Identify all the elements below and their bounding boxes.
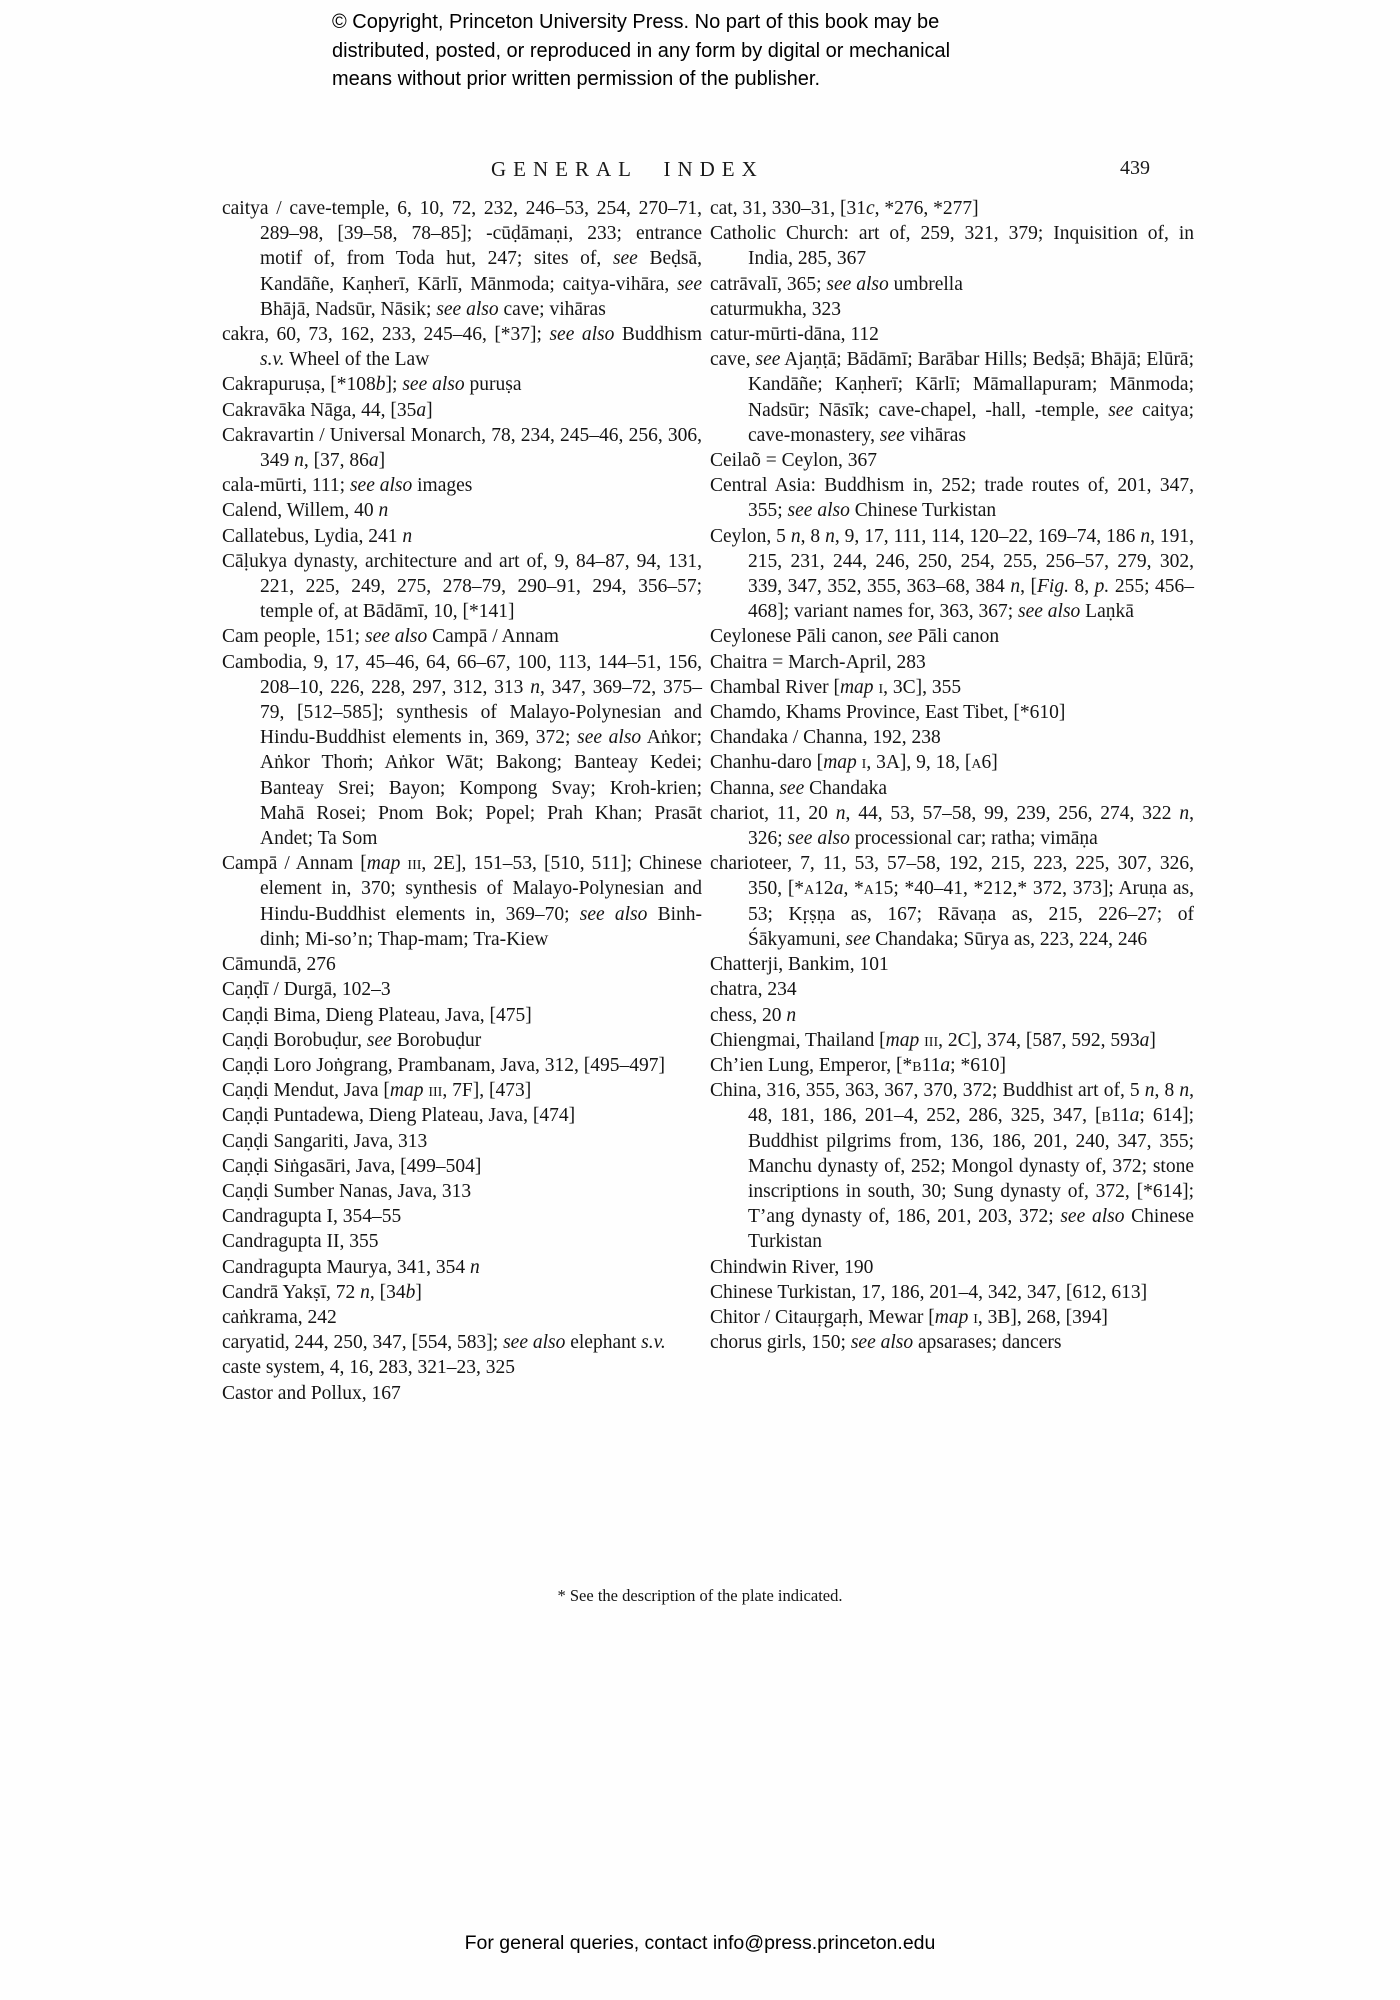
index-entry: Caṇḍi Sangariti, Java, 313 <box>222 1130 428 1152</box>
index-entry: chorus girls, 150; see also apsarases; dancers <box>710 1332 1062 1354</box>
index-entry: chatra, 234 <box>710 979 797 1001</box>
index-entry: Channa, see Chandaka <box>710 777 888 799</box>
index-entry: Caṇḍi Siṅgasāri, Java, [499–504] <box>222 1155 482 1177</box>
index-entry: Caṇḍi Sumber Nanas, Java, 313 <box>222 1180 472 1202</box>
index-entry: Ch’ien Lung, Emperor, [*b11a; *610] <box>710 1054 1006 1076</box>
index-entry: Chamdo, Khams Province, East Tibet, [*610] <box>710 702 1066 724</box>
index-entry: Ceylon, 5 n, 8 n, 9, 17, 111, 114, 120–22, 169–74, 186 n, 191, 215, 231, 244, 246, 250, 254, 255, 256–57, 279, 302, 339, 347, 352, 355, 363–68, 384 n, [Fig. 8, p. 255; 456–468]; variant names for, 363, 367; see also Laṇkā <box>710 525 1195 623</box>
page-number: 439 <box>1120 157 1150 179</box>
index-entry: Chinese Turkistan, 17, 186, 201–4, 342, 347, [612, 613] <box>710 1281 1148 1303</box>
index-entry: cave, see Ajaṇṭā; Bādāmī; Barābar Hills; Bedṣā; Bhājā; Elūrā; Kandāñe; Kaṇherī; Kārlī; Māmallapuram; Mānmoda; Nadsūr; Nāsīk; cave-chapel, -hall, -temple, see caitya; cave-monastery, see vihāras <box>710 349 1195 446</box>
index-entry: Chambal River [map i, 3C], 355 <box>710 676 962 698</box>
index-entry: cat, 31, 330–31, [31c, *276, *277] <box>710 198 979 219</box>
index-entry: Caṇḍi Loro Joṅgrang, Prambanam, Java, 312, [495–497] <box>222 1054 665 1076</box>
index-entry: Cakravāka Nāga, 44, [35a] <box>222 399 433 421</box>
index-entry: caitya / cave-temple, 6, 10, 72, 232, 246–53, 254, 270–71, 289–98, [39–58, 78–85]; -cūḍāmaṇi, 233; entrance motif of, from Toda hut, 247; sites of, see Beḍsā, Kandāñe, Kaṇherī, Kārlī, Mānmoda; caitya-vihāra, see Bhājā, Nadsūr, Nāsik; see also cave; vihāras <box>222 198 703 320</box>
index-entry: Catholic Church: art of, 259, 321, 379; Inquisition of, in India, 285, 367 <box>710 223 1194 270</box>
index-entry: Candragupta I, 354–55 <box>222 1206 402 1228</box>
index-entry: Cakrapuruṣa, [*108b]; see also puruṣa <box>222 374 522 396</box>
index-entry: Caṇḍī / Durgā, 102–3 <box>222 979 391 1001</box>
index-entry: Ceylonese Pāli canon, see Pāli canon <box>710 626 1000 648</box>
index-entry: cakra, 60, 73, 162, 233, 245–46, [*37]; see also Buddhism s.v. Wheel of the Law <box>222 324 702 371</box>
index-entry: Chandaka / Channa, 192, 238 <box>710 727 941 749</box>
index-entry: caturmukha, 323 <box>710 298 842 320</box>
copyright-line: © Copyright, Princeton University Press. No part of this book may be <box>332 11 940 33</box>
index-entry: caryatid, 244, 250, 347, [554, 583]; see also elephant s.v. <box>222 1332 666 1354</box>
index-entry: caste system, 4, 16, 283, 321–23, 325 <box>222 1357 516 1379</box>
index-column-left <box>222 196 702 1406</box>
footer-contact: For general queries, contact info@press.princeton.edu <box>464 1932 936 1954</box>
index-entry: Caṇḍi Borobuḍur, see Borobuḍur <box>222 1029 482 1051</box>
index-entry: Chindwin River, 190 <box>710 1256 874 1278</box>
index-entry: Caṇḍi Puntadewa, Dieng Plateau, Java, [474] <box>222 1105 576 1127</box>
index-entry: Calend, Willem, 40 n <box>222 500 389 522</box>
index-entry: catur-mūrti-dāna, 112 <box>710 324 879 346</box>
index-entry: Chanhu-daro [map i, 3A], 9, 18, [a6] <box>710 752 998 774</box>
index-entry: charioteer, 7, 11, 53, 57–58, 192, 215, 223, 225, 307, 326, 350, [*a12a, *a15; *40–41, *212,* 372, 373]; Aruṇa as, 53; Kṛṣṇa as, 167; Rāvaṇa as, 215, 226–27; of Śākyamuni, see Chandaka; Sūrya as, 223, 224, 246 <box>710 853 1195 950</box>
index-entry: chariot, 11, 20 n, 44, 53, 57–58, 99, 239, 256, 274, 322 n, 326; see also processional car; ratha; vimāṇa <box>710 802 1194 850</box>
index-entry: Central Asia: Buddhism in, 252; trade routes of, 201, 347, 355; see also Chinese Turkistan <box>710 475 1194 522</box>
index-entry: Candragupta Maurya, 341, 354 n <box>222 1256 480 1278</box>
index-entry: Chatterji, Bankim, 101 <box>710 954 889 976</box>
index-entry: Chaitra = March-April, 283 <box>710 651 926 673</box>
index-entry: Campā / Annam [map iii, 2E], 151–53, [510, 511]; Chinese element in, 370; synthesis of Malayo-Polynesian and Hindu-Buddhist elements in, 369–70; see also Binh-dinh; Mi-so’n; Thap-mam; Tra-Kiew <box>222 853 702 950</box>
index-entry: Caṇḍi Mendut, Java [map iii, 7F], [473] <box>222 1080 532 1102</box>
index-entry: Chitor / Citauṛgaṛh, Mewar [map i, 3B], 268, [394] <box>710 1306 1108 1328</box>
index-entry: Castor and Pollux, 167 <box>222 1382 401 1404</box>
index-entry: Cambodia, 9, 17, 45–46, 64, 66–67, 100, 113, 144–51, 156, 208–10, 226, 228, 297, 312, 313 n, 347, 369–72, 375–79, [512–585]; synthesis of Malayo-Polynesian and Hindu-Buddhist elements in, 369, 372; see also Aṅkor; Aṅkor Thoṁ; Aṅkor Wāt; Bakong; Banteay Kedei; Banteay Srei; Bayon; Kompong Svay; Kroh-krien; Mahā Rosei; Pnom Bok; Popel; Prah Khan; Prasāt Andet; Ta Som <box>222 651 703 850</box>
index-entry: catrāvalī, 365; see also umbrella <box>710 273 963 295</box>
plate-footnote: * See the description of the plate indicated. <box>557 1586 843 1605</box>
index-entry: Cāmundā, 276 <box>222 954 336 976</box>
copyright-line: distributed, posted, or reproduced in any form by digital or mechanical <box>332 39 951 62</box>
index-entry: Callatebus, Lydia, 241 n <box>222 525 413 547</box>
index-entry: China, 316, 355, 363, 367, 370, 372; Buddhist art of, 5 n, 8 n, 48, 181, 186, 201–4, 252, 286, 325, 347, [b11a; 614]; Buddhist pilgrims from, 136, 186, 201, 240, 347, 355; Manchu dynasty of, 252; Mongol dynasty of, 372; stone inscriptions in south, 30; Sung dynasty of, 372, [*614]; T’ang dynasty of, 186, 201, 203, 372; see also Chinese Turkistan <box>710 1080 1194 1253</box>
index-entry: Cakravartin / Universal Monarch, 78, 234, 245–46, 256, 306, 349 n, [37, 86a] <box>222 424 702 472</box>
index-entry: Caṇḍi Bima, Dieng Plateau, Java, [475] <box>222 1004 532 1026</box>
copyright-line: means without prior written permission of the publisher. <box>332 68 821 90</box>
index-entry: chess, 20 n <box>710 1004 797 1026</box>
index-column-right <box>710 196 1194 1355</box>
index-entry: Cam people, 151; see also Campā / Annam <box>222 626 559 648</box>
index-entry: Candrā Yakṣī, 72 n, [34b] <box>222 1281 422 1303</box>
index-entry: Chiengmai, Thailand [map iii, 2C], 374, [587, 592, 593a] <box>710 1029 1156 1051</box>
index-entry: caṅkrama, 242 <box>222 1306 337 1328</box>
index-entry: Candragupta II, 355 <box>222 1231 379 1253</box>
index-entry: cala-mūrti, 111; see also images <box>222 475 473 497</box>
page-title: GENERAL INDEX <box>491 157 764 181</box>
index-entry: Cāḷukya dynasty, architecture and art of, 9, 84–87, 94, 131, 221, 225, 249, 275, 278–79, 290–91, 294, 356–57; temple of, at Bādāmī, 10, [*141] <box>222 550 702 623</box>
copyright-notice <box>332 8 1032 94</box>
index-entry: Ceilaõ = Ceylon, 367 <box>710 450 877 472</box>
